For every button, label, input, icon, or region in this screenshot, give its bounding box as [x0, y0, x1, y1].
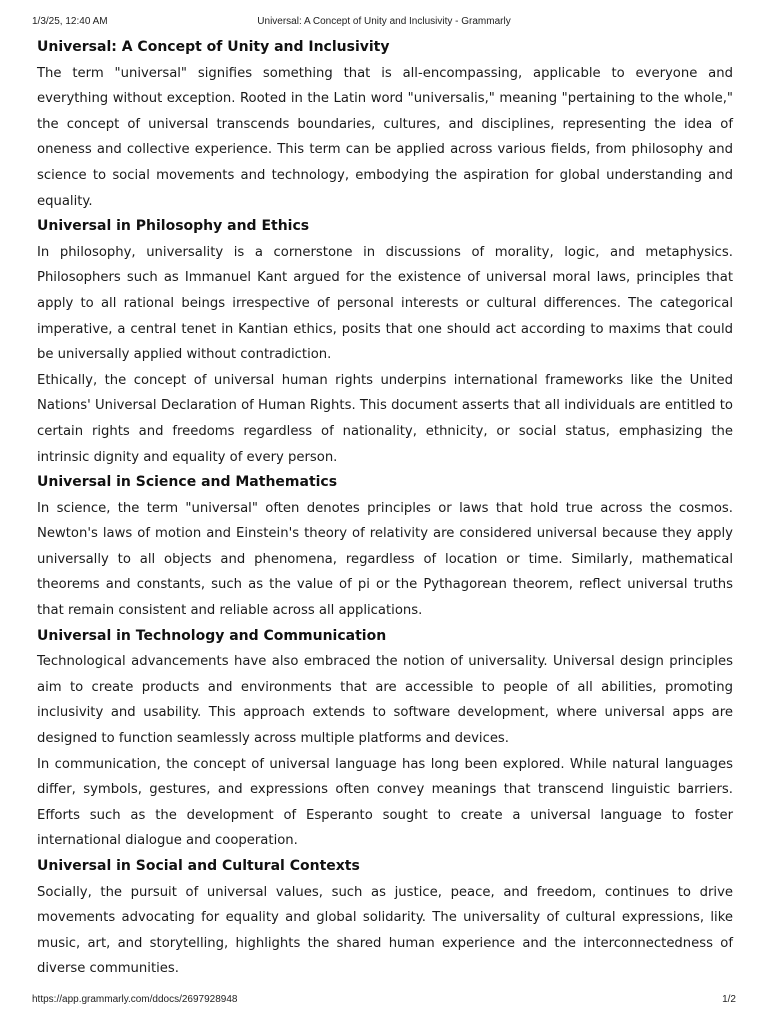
- section-heading-science: Universal in Science and Mathematics: [37, 474, 338, 491]
- paragraph: Ethically, the concept of universal human rights underpins international frameworks like the United Nations' Universal Declaration of Human Rights. This document asserts that all individuals are entitled to certain rights and freedoms regardless of nationality, ethnicity, or social status, emphasizing the intrinsic dignity and equality of every person.: [37, 372, 733, 465]
- paragraph: Socially, the pursuit of universal values, such as justice, peace, and freedom, continues to drive movements advocating for equality and global solidarity. The universality of cultural expressions, like music, art, and storytelling, highlights the shared human experience and the interconnectedness of diverse communities.: [37, 884, 733, 977]
- paragraph: In science, the term "universal" often denotes principles or laws that hold true across the cosmos. Newton's laws of motion and Einstein's theory of relativity are considered universal because they apply universally to all objects and phenomena, regardless of location or time. Similarly, mathematical theorems and constants, such as the value of pi or the Pythagorean theorem, reflect universal truths that remain consistent and reliable across all applications.: [37, 500, 733, 619]
- section-heading-philosophy: Universal in Philosophy and Ethics: [37, 218, 310, 235]
- print-page-title: Universal: A Concept of Unity and Inclusivity - Grammarly: [257, 16, 511, 27]
- paragraph: In philosophy, universality is a cornerstone in discussions of morality, logic, and metaphysics. Philosophers such as Immanuel Kant argued for the existence of universal moral laws, principles that apply to all rational beings irrespective of personal interests or cultural differences. The categorical imperative, a central tenet in Kantian ethics, posits that one should act according to maxims that could be universally applied without contradiction.: [37, 244, 733, 363]
- print-datetime: 1/3/25, 12:40 AM: [32, 16, 108, 27]
- intro-paragraph: The term "universal" signifies something that is all-encompassing, applicable to everyone and everything without exception. Rooted in the Latin word "universalis," meaning "pertaining to the whole," the concept of universal transcends boundaries, cultures, and disciplines, representing the idea of oneness and collective experience. This term can be applied across various fields, from philosophy and science to social movements and technology, embodying the aspiration for global understanding and equality.: [37, 65, 733, 209]
- document-title: Universal: A Concept of Unity and Inclusivity: [37, 39, 390, 55]
- paragraph: In communication, the concept of universal language has long been explored. While natural languages differ, symbols, gestures, and expressions often convey meanings that transcend linguistic barriers. Efforts such as the development of Esperanto sought to create a universal language to foster international dialogue and cooperation.: [37, 756, 733, 849]
- print-header: [32, 16, 736, 30]
- page-number: 1/2: [722, 994, 736, 1005]
- print-footer: [32, 994, 736, 1008]
- section-heading-technology: Universal in Technology and Communication: [37, 627, 387, 644]
- section-heading-social: Universal in Social and Cultural Contexts: [37, 858, 360, 874]
- paragraph: Technological advancements have also embraced the notion of universality. Universal design principles aim to create products and environments that are accessible to people of all abilities, promoting inclusivity and usability. This approach extends to software development, where universal apps are designed to function seamlessly across multiple platforms and devices.: [37, 654, 733, 747]
- document-body: [37, 35, 733, 982]
- print-url: https://app.grammarly.com/ddocs/2697928948: [32, 994, 238, 1005]
